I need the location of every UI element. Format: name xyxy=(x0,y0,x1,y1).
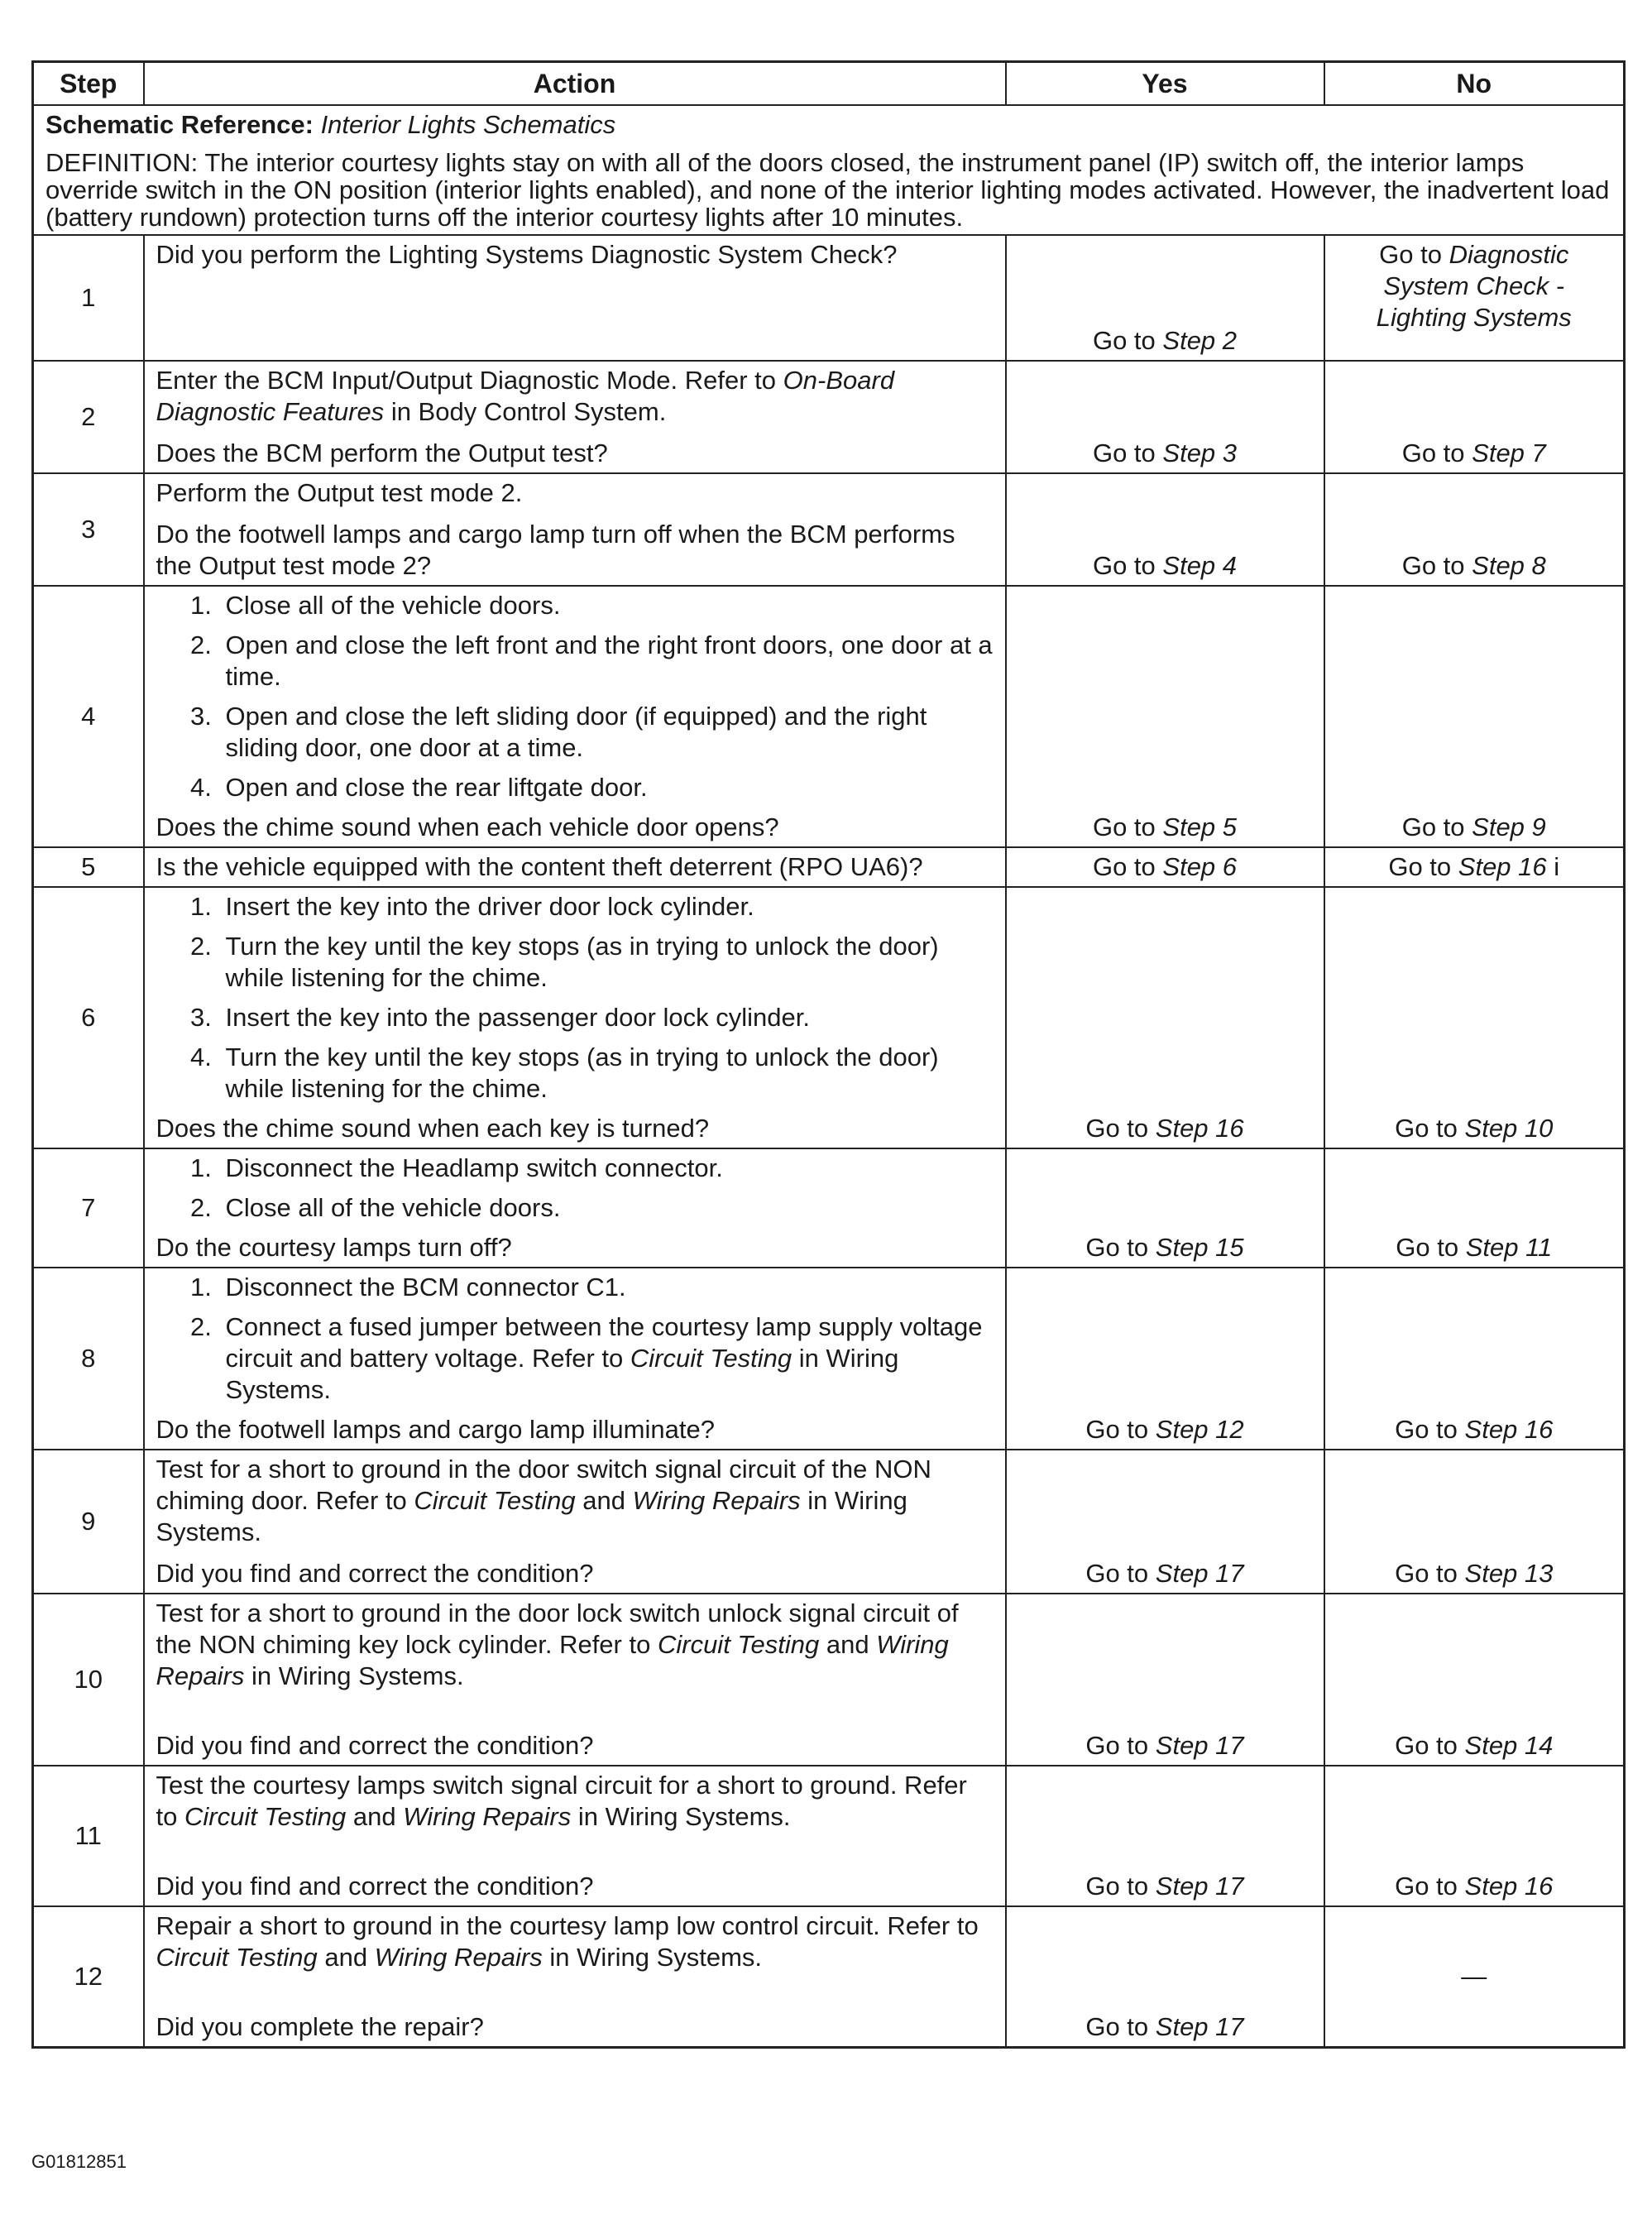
instruction-tail: in Body Control System. xyxy=(390,397,667,426)
schematic-reference-cell xyxy=(33,105,1625,235)
reference-link[interactable]: Circuit Testing xyxy=(630,1344,792,1373)
list-item: 4. Turn the key until the key stops (as in trying to unlock the door) while listening for the chime. xyxy=(219,1042,994,1105)
action-instruction xyxy=(156,1598,994,1692)
list-item: 1. Disconnect the BCM connector C1. xyxy=(219,1272,994,1303)
instruction-text: Test the courtesy lamps switch signal circuit for a short to ground. Refer to xyxy=(156,1771,967,1831)
action-cell xyxy=(144,847,1006,887)
conjunction-text: and xyxy=(352,1802,396,1831)
goto-label: Go to xyxy=(1085,2012,1149,2041)
reference-link[interactable]: Wiring Repairs xyxy=(374,1943,543,1972)
no-cell xyxy=(1324,235,1625,361)
table-row xyxy=(33,887,1625,1148)
step-number: 10 xyxy=(33,1594,144,1766)
instruction-text: Repair a short to ground in the courtesy lamp low control circuit. Refer to xyxy=(156,1911,979,1940)
action-question: Do the courtesy lamps turn off? xyxy=(156,1233,512,1262)
list-item: 2. Turn the key until the key stops (as in trying to unlock the door) while listening for the chime. xyxy=(219,931,994,994)
table-row xyxy=(33,1594,1625,1766)
no-step-link[interactable]: Step 16 xyxy=(1464,1872,1554,1901)
goto-label: Go to xyxy=(1401,551,1465,580)
step-number: 9 xyxy=(33,1450,144,1594)
action-cell xyxy=(144,1450,1006,1594)
header-yes: Yes xyxy=(1006,62,1324,106)
spacer xyxy=(156,1843,994,1871)
action-step-list xyxy=(156,891,994,1105)
list-item: 1. Disconnect the Headlamp switch connector. xyxy=(219,1153,994,1184)
yes-step-link[interactable]: Step 17 xyxy=(1155,1872,1244,1901)
conjunction-text: and xyxy=(324,1943,368,1972)
action-question: Did you find and correct the condition? xyxy=(156,1872,594,1901)
list-item: 2. Open and close the left front and the right front doors, one door at a time. xyxy=(219,630,994,693)
action-question: Do the footwell lamps and cargo lamp turn off when the BCM performs the Output test mode 2? xyxy=(156,520,955,580)
table-row xyxy=(33,361,1625,473)
list-item: 3. Insert the key into the passenger door lock cylinder. xyxy=(219,1002,994,1033)
goto-label: Go to xyxy=(1395,1415,1458,1444)
table-row xyxy=(33,1148,1625,1268)
yes-cell xyxy=(1006,1766,1324,1906)
action-question: Does the chime sound when each key is turned? xyxy=(156,1114,710,1143)
action-instruction xyxy=(156,365,994,428)
header-action: Action xyxy=(144,62,1006,106)
action-cell xyxy=(144,235,1006,361)
table-row xyxy=(33,1268,1625,1450)
goto-label: Go to xyxy=(1395,1872,1458,1901)
schematic-reference-row xyxy=(33,105,1625,235)
action-question: Did you find and correct the condition? xyxy=(156,1731,594,1760)
step-number: 6 xyxy=(33,887,144,1148)
no-cell xyxy=(1324,847,1625,887)
list-item: 1. Insert the key into the driver door lock cylinder. xyxy=(219,891,994,923)
no-step-link[interactable]: Step 7 xyxy=(1472,439,1546,467)
no-step-link[interactable]: Step 16 xyxy=(1464,1415,1554,1444)
no-cell xyxy=(1324,1148,1625,1268)
table-row xyxy=(33,473,1625,586)
step-number: 8 xyxy=(33,1268,144,1450)
table-row xyxy=(33,235,1625,361)
no-cell-mark: i xyxy=(1554,852,1560,881)
reference-link[interactable]: Wiring Repairs xyxy=(632,1486,801,1515)
instruction-tail: in Wiring Systems. xyxy=(577,1802,791,1831)
no-step-link[interactable]: Step 13 xyxy=(1464,1559,1554,1588)
no-step-link[interactable]: Step 11 xyxy=(1465,1233,1553,1262)
reference-link[interactable]: Circuit Testing xyxy=(156,1943,318,1972)
spacer xyxy=(156,1983,994,2011)
table-row xyxy=(33,1766,1625,1906)
no-step-link[interactable]: Diagnostic System Check - Lighting Systems xyxy=(1376,240,1572,332)
spacer xyxy=(156,1702,994,1730)
header-no: No xyxy=(1324,62,1625,106)
figure-id: G01812851 xyxy=(31,2151,127,2172)
yes-step-link[interactable]: Step 3 xyxy=(1162,439,1238,467)
yes-step-link[interactable]: Step 12 xyxy=(1155,1415,1244,1444)
schematic-reference-label: Schematic Reference: xyxy=(45,110,314,139)
yes-cell xyxy=(1006,586,1324,847)
reference-link[interactable]: Wiring Repairs xyxy=(156,1630,949,1690)
reference-link[interactable]: Wiring Repairs xyxy=(403,1802,572,1831)
goto-label: Go to xyxy=(1092,813,1156,841)
no-cell xyxy=(1324,473,1625,586)
action-cell xyxy=(144,361,1006,473)
yes-step-link[interactable]: Step 6 xyxy=(1162,852,1238,881)
reference-link[interactable]: Circuit Testing xyxy=(184,1802,347,1831)
goto-label: Go to xyxy=(1085,1415,1149,1444)
instruction-tail: in Wiring Systems. xyxy=(156,1486,907,1546)
yes-step-link[interactable]: Step 17 xyxy=(1155,2012,1244,2041)
action-cell xyxy=(144,1766,1006,1906)
goto-label: Go to xyxy=(1085,1731,1149,1760)
action-instruction: Perform the Output test mode 2. xyxy=(156,478,523,507)
no-cell xyxy=(1324,1268,1625,1450)
no-cell xyxy=(1324,1594,1625,1766)
table-row xyxy=(33,1450,1625,1594)
no-cell xyxy=(1324,361,1625,473)
yes-step-link[interactable]: Step 15 xyxy=(1155,1233,1244,1262)
goto-label: Go to xyxy=(1401,439,1465,467)
table-header-row xyxy=(33,62,1625,106)
goto-label: Go to xyxy=(1092,326,1156,355)
diagnostic-table-sheet xyxy=(31,60,1623,2049)
action-question: Did you perform the Lighting Systems Diagnostic System Check? xyxy=(156,240,898,269)
list-item: 1. Close all of the vehicle doors. xyxy=(219,590,994,621)
step-number: 11 xyxy=(33,1766,144,1906)
goto-label: Go to xyxy=(1388,852,1452,881)
action-cell xyxy=(144,473,1006,586)
goto-label: Go to xyxy=(1092,439,1156,467)
goto-label: Go to xyxy=(1401,813,1465,841)
yes-cell xyxy=(1006,1594,1324,1766)
goto-label: Go to xyxy=(1092,852,1156,881)
goto-label: Go to xyxy=(1395,1559,1458,1588)
instruction-tail: in Wiring Systems. xyxy=(549,1943,763,1972)
goto-label: Go to xyxy=(1085,1233,1149,1262)
step-number: 2 xyxy=(33,361,144,473)
reference-link[interactable]: On-Board Diagnostic Features xyxy=(156,366,895,426)
yes-step-link[interactable]: Step 2 xyxy=(1162,326,1238,355)
action-question: Does the BCM perform the Output test? xyxy=(156,439,608,467)
no-cell: — xyxy=(1324,1906,1625,2048)
action-cell xyxy=(144,586,1006,847)
goto-label: Go to xyxy=(1092,551,1156,580)
yes-cell xyxy=(1006,235,1324,361)
step-number: 3 xyxy=(33,473,144,586)
yes-step-link[interactable]: Step 16 xyxy=(1155,1114,1244,1143)
instruction-tail: in Wiring Systems. xyxy=(225,1344,899,1404)
table-row xyxy=(33,586,1625,847)
list-item: 3. Open and close the left sliding door (if equipped) and the right sliding door, one door at a time. xyxy=(219,701,994,764)
schematic-reference-link[interactable]: Interior Lights Schematics xyxy=(320,110,616,139)
no-step-link[interactable]: Step 10 xyxy=(1464,1114,1554,1143)
yes-step-link[interactable]: Step 4 xyxy=(1162,551,1238,580)
yes-cell xyxy=(1006,1148,1324,1268)
action-question: Do the footwell lamps and cargo lamp illuminate? xyxy=(156,1415,715,1444)
step-number: 4 xyxy=(33,586,144,847)
no-step-link[interactable]: Step 8 xyxy=(1472,551,1546,580)
yes-cell xyxy=(1006,847,1324,887)
table-row xyxy=(33,847,1625,887)
reference-link[interactable]: Circuit Testing xyxy=(657,1630,820,1659)
yes-cell xyxy=(1006,1906,1324,2048)
no-cell xyxy=(1324,586,1625,847)
action-question: Did you find and correct the condition? xyxy=(156,1559,594,1588)
reference-link[interactable]: Circuit Testing xyxy=(414,1486,576,1515)
table-row xyxy=(33,1906,1625,2048)
yes-step-link[interactable]: Step 5 xyxy=(1162,813,1238,841)
goto-label: Go to xyxy=(1085,1114,1149,1143)
step-number: 7 xyxy=(33,1148,144,1268)
action-instruction xyxy=(156,1454,994,1548)
no-step-link[interactable]: Step 16 xyxy=(1458,852,1547,881)
action-question: Does the chime sound when each vehicle door opens? xyxy=(156,813,779,841)
step-number: 5 xyxy=(33,847,144,887)
action-question: Did you complete the repair? xyxy=(156,2012,484,2041)
goto-label: Go to xyxy=(1396,1233,1459,1262)
instruction-text: Test for a short to ground in the door lock switch unlock signal circuit of the NON chiming key lock cylinder. Refer to xyxy=(156,1599,959,1659)
goto-label: Go to xyxy=(1085,1559,1149,1588)
conjunction-text: and xyxy=(826,1630,869,1659)
list-item: 4. Open and close the rear liftgate door. xyxy=(219,772,994,803)
action-step-list xyxy=(156,590,994,803)
yes-cell xyxy=(1006,1268,1324,1450)
action-instruction xyxy=(156,1770,994,1833)
header-step: Step xyxy=(33,62,144,106)
instruction-text: Test for a short to ground in the door switch signal circuit of the NON chiming door. Refer to xyxy=(156,1455,931,1515)
no-step-link[interactable]: Step 9 xyxy=(1472,813,1546,841)
no-cell xyxy=(1324,1766,1625,1906)
yes-cell xyxy=(1006,1450,1324,1594)
yes-cell xyxy=(1006,361,1324,473)
action-cell xyxy=(144,1148,1006,1268)
step-number: 12 xyxy=(33,1906,144,2048)
goto-label: Go to xyxy=(1085,1872,1149,1901)
action-cell xyxy=(144,1594,1006,1766)
action-question: Is the vehicle equipped with the content theft deterrent (RPO UA6)? xyxy=(156,852,923,881)
yes-cell xyxy=(1006,887,1324,1148)
goto-label: Go to xyxy=(1395,1114,1458,1143)
instruction-text: Connect a fused jumper between the courtesy lamp supply voltage circuit and battery voltage. Refer to xyxy=(225,1312,983,1373)
yes-step-link[interactable]: Step 17 xyxy=(1155,1731,1244,1760)
diagnostic-table xyxy=(31,60,1626,2049)
yes-cell xyxy=(1006,473,1324,586)
yes-step-link[interactable]: Step 17 xyxy=(1155,1559,1244,1588)
action-cell xyxy=(144,1906,1006,2048)
goto-label: Go to xyxy=(1395,1731,1458,1760)
instruction-text: Enter the BCM Input/Output Diagnostic Mode. Refer to xyxy=(156,366,777,395)
no-cell xyxy=(1324,1450,1625,1594)
action-instruction xyxy=(156,1910,994,1973)
action-cell xyxy=(144,887,1006,1148)
action-cell xyxy=(144,1268,1006,1450)
conjunction-text: and xyxy=(582,1486,626,1515)
action-step-list xyxy=(156,1153,994,1224)
goto-label: Go to xyxy=(1379,240,1442,269)
list-item xyxy=(219,1311,994,1406)
definition-text: DEFINITION: The interior courtesy lights stay on with all of the doors closed, the instrument panel (IP) switch off, the interior lamps override switch in the ON position (interior lights enabled), and none of the interior lighting modes activated. However, the inadvertent load (battery rundown) protection turns off the interior courtesy lights after 10 minutes. xyxy=(45,148,1610,232)
no-cell xyxy=(1324,887,1625,1148)
instruction-tail: in Wiring Systems. xyxy=(251,1661,464,1690)
list-item: 2. Close all of the vehicle doors. xyxy=(219,1192,994,1224)
step-number: 1 xyxy=(33,235,144,361)
no-step-link[interactable]: Step 14 xyxy=(1464,1731,1554,1760)
action-step-list xyxy=(156,1272,994,1406)
